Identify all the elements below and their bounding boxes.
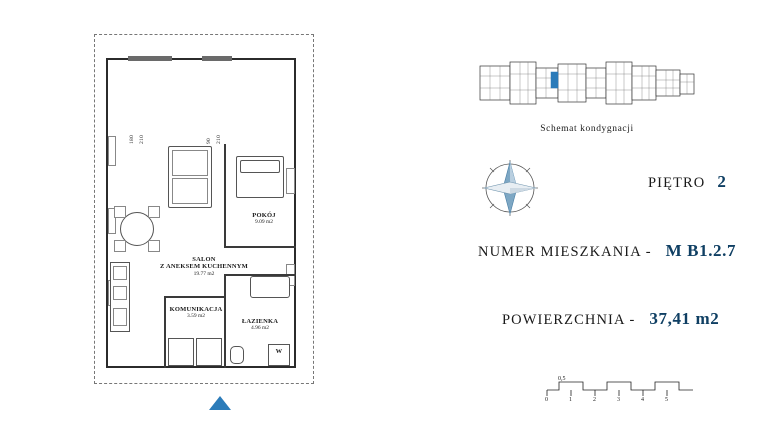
room-label-pokoj: POKÓJ 9.09 m2 (252, 212, 276, 226)
cooktop-icon (113, 266, 127, 280)
scale-tick-4: 4 (641, 397, 644, 403)
window-opening-1 (128, 56, 172, 61)
scale-half-label: 0,5 (558, 376, 566, 382)
partition-komunikacja-top (164, 296, 226, 298)
schematic-caption: Schemat kondygnacji (540, 124, 634, 134)
pillow-icon (240, 160, 280, 173)
highlighted-unit-marker (551, 72, 558, 88)
floor-value: 2 (717, 172, 727, 191)
scale-tick-0: 0 (545, 397, 548, 403)
wall-niche-right-1 (286, 168, 295, 194)
chair-icon-2 (148, 206, 160, 218)
room-label-salon: SALON Z ANEKSEM KUCHENNYM 19.77 m2 (160, 256, 248, 277)
partition-pokoj-left (224, 144, 226, 248)
chair-icon-3 (114, 240, 126, 252)
apartment-value: M B1.2.7 (665, 241, 737, 260)
dimension-210b: 210 (216, 134, 222, 144)
scale-tick-2: 2 (593, 397, 596, 403)
toilet-icon (230, 346, 244, 364)
floor-label: PIĘTRO (648, 175, 706, 191)
dimension-90: 90 (206, 137, 212, 144)
chair-icon-4 (148, 240, 160, 252)
scale-tick-5: 5 (665, 397, 668, 403)
sink-icon (113, 286, 127, 300)
room-label-lazienka: ŁAZIENKA 4.96 m2 (241, 318, 279, 332)
fridge-icon (113, 308, 127, 326)
window-opening-2 (202, 56, 232, 61)
dimension-210a: 210 (139, 134, 145, 144)
room-label-komunikacja: KOMUNIKACJA 3.59 m2 (169, 306, 223, 320)
compass-rose-icon (470, 152, 550, 224)
scale-tick-1: 1 (569, 397, 572, 403)
scale-bar (545, 372, 695, 406)
wardrobe-icon-1 (168, 338, 194, 366)
sofa-cushion-2 (172, 178, 208, 204)
area-label: POWIERZCHNIA - (502, 312, 636, 328)
washing-machine-label: W (275, 348, 283, 355)
apartment-label: NUMER MIESZKANIA - (478, 244, 652, 260)
area-value: 37,41 m2 (649, 309, 720, 328)
entrance-arrow-icon (209, 396, 231, 410)
floor-info (648, 172, 726, 192)
wardrobe-icon-2 (196, 338, 222, 366)
chair-icon-1 (114, 206, 126, 218)
apartment-info (478, 241, 736, 261)
floor-plan (84, 18, 354, 408)
wall-niche-left-1 (108, 136, 116, 166)
partition-lazienka-left (224, 274, 226, 368)
sofa-cushion-1 (172, 150, 208, 176)
bathtub-icon (250, 276, 290, 298)
dimension-180: 180 (129, 134, 135, 144)
floor-schematic (478, 58, 696, 110)
partition-pokoj-bottom (224, 246, 296, 248)
scale-tick-3: 3 (617, 397, 620, 403)
area-info (502, 309, 719, 329)
